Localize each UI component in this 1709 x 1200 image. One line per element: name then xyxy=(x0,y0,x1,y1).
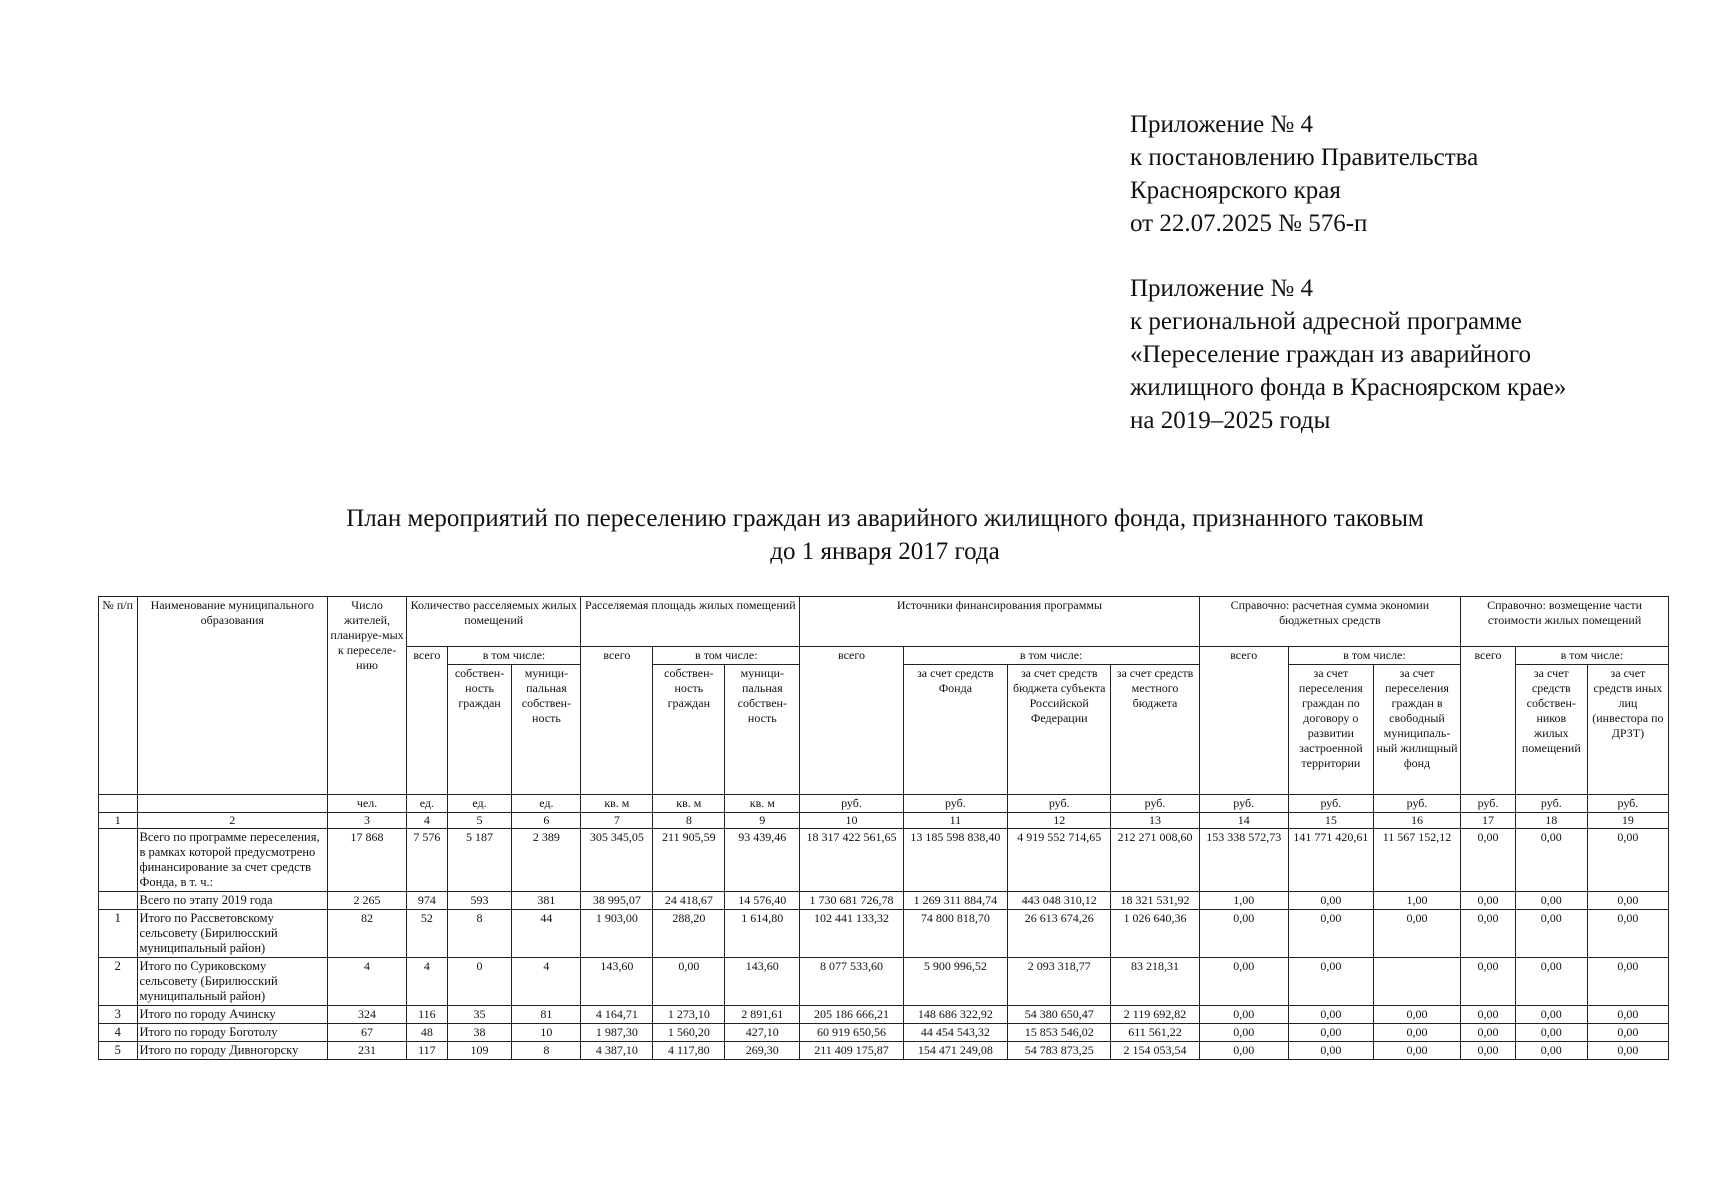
table-cell: 2 389 xyxy=(512,829,581,892)
table-cell: 117 xyxy=(407,1042,448,1060)
municipality-name-cell: Всего по этапу 2019 года xyxy=(137,892,328,910)
header-area-total: всего xyxy=(581,647,653,795)
table-cell: 60 919 650,56 xyxy=(800,1024,903,1042)
appendix-regional-program xyxy=(1130,272,1690,437)
resettlement-plan-table xyxy=(98,596,1669,1060)
table-cell: 427,10 xyxy=(725,1024,800,1042)
municipality-name-cell: Итого по городу Боготолу xyxy=(137,1024,328,1042)
table-cell: 48 xyxy=(407,1024,448,1042)
table-cell: 5 187 xyxy=(447,829,512,892)
table-cell: 8 xyxy=(447,910,512,958)
unit-cell: кв. м xyxy=(581,795,653,813)
table-cell: 0,00 xyxy=(1199,1024,1288,1042)
table-cell: 0,00 xyxy=(1199,958,1288,1006)
table-cell: 116 xyxy=(407,1006,448,1024)
table-cell: 143,60 xyxy=(581,958,653,1006)
header-economy-total: всего xyxy=(1199,647,1288,795)
appendix-line: жилищного фонда в Красноярском крае» xyxy=(1130,374,1567,401)
header-premises-group: Количество расселяемых жилых помещений xyxy=(407,597,581,647)
table-cell: 18 317 422 561,65 xyxy=(800,829,903,892)
table-cell: 381 xyxy=(512,892,581,910)
header-area-municipal: муници-пальная собствен-ность xyxy=(725,665,800,795)
table-cell: 0,00 xyxy=(653,958,725,1006)
header-compensation-group: Справочно: возмещение части стоимости жилых помещений xyxy=(1461,597,1669,647)
table-cell: 26 613 674,26 xyxy=(1008,910,1111,958)
table-row xyxy=(99,829,1669,892)
title-line: до 1 января 2017 года xyxy=(770,538,1000,565)
table-cell: 269,30 xyxy=(725,1042,800,1060)
table-cell: 2 891,61 xyxy=(725,1006,800,1024)
unit-cell: кв. м xyxy=(725,795,800,813)
table-cell: 0,00 xyxy=(1461,958,1516,1006)
table-cell: 4 xyxy=(512,958,581,1006)
table-cell: 611 561,22 xyxy=(1111,1024,1199,1042)
table-cell: 1 269 311 884,74 xyxy=(903,892,1007,910)
header-area-group: Расселяемая площадь жилых помещений xyxy=(581,597,800,647)
header-fund-means: за счет средств Фонда xyxy=(903,665,1007,795)
unit-cell: чел. xyxy=(328,795,407,813)
table-row xyxy=(99,1042,1669,1060)
table-cell: 11 567 152,12 xyxy=(1373,829,1460,892)
table-cell: 0,00 xyxy=(1515,1006,1587,1024)
header-area-citizens: собствен-ность граждан xyxy=(653,665,725,795)
table-cell: 0,00 xyxy=(1288,958,1373,1006)
table-cell: 4 xyxy=(328,958,407,1006)
unit-cell xyxy=(137,795,328,813)
municipality-name-cell: Итого по городу Дивногорску xyxy=(137,1042,328,1060)
unit-cell: ед. xyxy=(407,795,448,813)
column-number-cell: 14 xyxy=(1199,813,1288,829)
header-comp-others: за счет средств иных лиц (инвестора по ДРЗТ) xyxy=(1587,665,1668,795)
table-cell: 0,00 xyxy=(1373,1024,1460,1042)
table-cell: 205 186 666,21 xyxy=(800,1006,903,1024)
appendix-line: на 2019–2025 годы xyxy=(1130,407,1331,434)
header-econ-development: за счет переселения граждан по договору о развитии застроенной территории xyxy=(1288,665,1373,795)
municipality-name-cell: Итого по Рассветовскому сельсовету (Бирилюсский муниципальный район) xyxy=(137,910,328,958)
unit-cell: руб. xyxy=(1199,795,1288,813)
table-cell: 0,00 xyxy=(1515,892,1587,910)
column-number-cell: 4 xyxy=(407,813,448,829)
column-number-cell: 18 xyxy=(1515,813,1587,829)
table-cell: 93 439,46 xyxy=(725,829,800,892)
appendix-line: «Переселение граждан из аварийного xyxy=(1130,341,1532,368)
unit-cell: руб. xyxy=(1587,795,1668,813)
table-cell: 4 387,10 xyxy=(581,1042,653,1060)
header-area-including: в том числе: xyxy=(653,647,800,665)
appendix-line: Красноярского края xyxy=(1130,177,1341,204)
table-cell: 5 xyxy=(99,1042,138,1060)
header-finance-total: всего xyxy=(800,647,903,795)
column-number-cell: 3 xyxy=(328,813,407,829)
column-number-cell: 2 xyxy=(137,813,328,829)
table-cell: 0,00 xyxy=(1587,1006,1668,1024)
table-cell: 0,00 xyxy=(1515,1042,1587,1060)
unit-cell: руб. xyxy=(1515,795,1587,813)
unit-cell: руб. xyxy=(1288,795,1373,813)
column-number-cell: 1 xyxy=(99,813,138,829)
table-cell: 141 771 420,61 xyxy=(1288,829,1373,892)
table-cell: 0,00 xyxy=(1461,1024,1516,1042)
table-cell: 54 380 650,47 xyxy=(1008,1006,1111,1024)
table-row xyxy=(99,958,1669,1006)
table-cell: 4 xyxy=(99,1024,138,1042)
header-premises-including: в том числе: xyxy=(447,647,581,665)
table-cell: 1 903,00 xyxy=(581,910,653,958)
document-title xyxy=(150,502,1620,568)
table-cell: 4 117,80 xyxy=(653,1042,725,1060)
table-cell: 1,00 xyxy=(1373,892,1460,910)
header-economy-including: в том числе: xyxy=(1288,647,1460,665)
table-cell: 5 900 996,52 xyxy=(903,958,1007,1006)
table-cell xyxy=(1373,958,1460,1006)
table-cell: 2 154 053,54 xyxy=(1111,1042,1199,1060)
header-econ-free-municipal: за счет переселения граждан в свободный муниципаль-ный жилищный фонд xyxy=(1373,665,1460,795)
table-cell: 44 454 543,32 xyxy=(903,1024,1007,1042)
table-cell: 1 730 681 726,78 xyxy=(800,892,903,910)
table-cell: 0,00 xyxy=(1461,910,1516,958)
table-cell: 211 905,59 xyxy=(653,829,725,892)
table-cell: 0,00 xyxy=(1288,892,1373,910)
table-cell: 10 xyxy=(512,1024,581,1042)
table-cell: 0,00 xyxy=(1288,1024,1373,1042)
table-cell: 109 xyxy=(447,1042,512,1060)
table-cell: 0,00 xyxy=(1461,1042,1516,1060)
table-cell: 35 xyxy=(447,1006,512,1024)
appendix-line: к региональной адресной программе xyxy=(1130,308,1522,335)
header-comp-owners: за счет средств собствен-ников жилых помещений xyxy=(1515,665,1587,795)
header-compensation-total: всего xyxy=(1461,647,1516,795)
header-finance-including: в том числе: xyxy=(903,647,1199,665)
table-cell: 2 093 318,77 xyxy=(1008,958,1111,1006)
table-row xyxy=(99,910,1669,958)
table-cell: 0,00 xyxy=(1199,1006,1288,1024)
table-cell: 0,00 xyxy=(1587,910,1668,958)
column-number-cell: 16 xyxy=(1373,813,1460,829)
table-cell: 2 xyxy=(99,958,138,1006)
header-no: № п/п xyxy=(99,597,138,795)
table-cell: 0,00 xyxy=(1288,1042,1373,1060)
column-number-cell: 7 xyxy=(581,813,653,829)
table-cell: 38 xyxy=(447,1024,512,1042)
header-local-budget: за счет средств местного бюджета xyxy=(1111,665,1199,795)
column-number-cell: 19 xyxy=(1587,813,1668,829)
table-cell: 15 853 546,02 xyxy=(1008,1024,1111,1042)
column-number-cell: 12 xyxy=(1008,813,1111,829)
table-cell: 13 185 598 838,40 xyxy=(903,829,1007,892)
table-cell: 7 576 xyxy=(407,829,448,892)
table-cell: 4 919 552 714,65 xyxy=(1008,829,1111,892)
table-cell: 52 xyxy=(407,910,448,958)
unit-cell: руб. xyxy=(1008,795,1111,813)
table-cell: 305 345,05 xyxy=(581,829,653,892)
header-finance-group: Источники финансирования программы xyxy=(800,597,1199,647)
table-cell: 44 xyxy=(512,910,581,958)
table-row xyxy=(99,892,1669,910)
table-cell: 82 xyxy=(328,910,407,958)
appendix-line: Приложение № 4 xyxy=(1130,111,1314,138)
table-cell: 0,00 xyxy=(1199,1042,1288,1060)
table-cell: 0,00 xyxy=(1587,829,1668,892)
table-cell: 18 321 531,92 xyxy=(1111,892,1199,910)
unit-cell: кв. м xyxy=(653,795,725,813)
units-row xyxy=(99,795,1669,813)
appendix-government-resolution xyxy=(1130,108,1690,240)
municipality-name-cell: Всего по программе переселения, в рамках которой предусмотрено финансирование за счет средств Фонда, в т. ч.: xyxy=(137,829,328,892)
table-cell: 1 987,30 xyxy=(581,1024,653,1042)
table-cell: 231 xyxy=(328,1042,407,1060)
table-cell: 1 026 640,36 xyxy=(1111,910,1199,958)
table-cell: 81 xyxy=(512,1006,581,1024)
table-cell: 0,00 xyxy=(1461,1006,1516,1024)
column-number-cell: 8 xyxy=(653,813,725,829)
header-economy-group: Справочно: расчетная сумма экономии бюджетных средств xyxy=(1199,597,1461,647)
table-cell: 153 338 572,73 xyxy=(1199,829,1288,892)
table-cell: 0,00 xyxy=(1587,892,1668,910)
table-cell: 0,00 xyxy=(1461,892,1516,910)
table-cell: 0,00 xyxy=(1461,829,1516,892)
table-cell xyxy=(99,829,138,892)
table-cell: 74 800 818,70 xyxy=(903,910,1007,958)
appendix-line: Приложение № 4 xyxy=(1130,275,1314,302)
column-number-cell: 15 xyxy=(1288,813,1373,829)
table-cell: 1 614,80 xyxy=(725,910,800,958)
unit-cell: руб. xyxy=(903,795,1007,813)
table-row xyxy=(99,1024,1669,1042)
table-cell: 4 164,71 xyxy=(581,1006,653,1024)
table-cell: 0 xyxy=(447,958,512,1006)
unit-cell: руб. xyxy=(800,795,903,813)
table-cell: 212 271 008,60 xyxy=(1111,829,1199,892)
table-cell: 3 xyxy=(99,1006,138,1024)
table-cell: 54 783 873,25 xyxy=(1008,1042,1111,1060)
table-cell: 2 265 xyxy=(328,892,407,910)
municipality-name-cell: Итого по городу Ачинску xyxy=(137,1006,328,1024)
appendix-line: к постановлению Правительства xyxy=(1130,144,1479,171)
table-cell: 0,00 xyxy=(1515,958,1587,1006)
table-cell: 102 441 133,32 xyxy=(800,910,903,958)
unit-cell: руб. xyxy=(1461,795,1516,813)
table-cell: 1 xyxy=(99,910,138,958)
header-premises-total: всего xyxy=(407,647,448,795)
table-cell: 0,00 xyxy=(1515,910,1587,958)
table-cell: 1,00 xyxy=(1199,892,1288,910)
header-compensation-including: в том числе: xyxy=(1515,647,1668,665)
resettlement-plan-table-wrapper xyxy=(98,596,1669,1060)
column-number-cell: 17 xyxy=(1461,813,1516,829)
table-cell: 148 686 322,92 xyxy=(903,1006,1007,1024)
unit-cell: руб. xyxy=(1373,795,1460,813)
table-row xyxy=(99,1006,1669,1024)
table-cell: 1 273,10 xyxy=(653,1006,725,1024)
column-number-cell: 9 xyxy=(725,813,800,829)
header-name: Наименование муниципального образования xyxy=(137,597,328,795)
table-cell: 1 560,20 xyxy=(653,1024,725,1042)
table-cell xyxy=(99,892,138,910)
table-cell: 154 471 249,08 xyxy=(903,1042,1007,1060)
table-cell: 0,00 xyxy=(1587,1042,1668,1060)
table-cell: 0,00 xyxy=(1373,1006,1460,1024)
table-cell: 4 xyxy=(407,958,448,1006)
table-cell: 143,60 xyxy=(725,958,800,1006)
table-cell: 8 xyxy=(512,1042,581,1060)
table-cell: 0,00 xyxy=(1515,1024,1587,1042)
table-cell: 14 576,40 xyxy=(725,892,800,910)
table-cell: 0,00 xyxy=(1587,1024,1668,1042)
column-number-cell: 13 xyxy=(1111,813,1199,829)
table-cell: 0,00 xyxy=(1199,910,1288,958)
column-numbers-row xyxy=(99,813,1669,829)
table-cell: 593 xyxy=(447,892,512,910)
table-cell: 38 995,07 xyxy=(581,892,653,910)
unit-cell: ед. xyxy=(447,795,512,813)
header-premises-municipal: муници-пальная собствен-ность xyxy=(512,665,581,795)
table-cell: 324 xyxy=(328,1006,407,1024)
table-cell: 288,20 xyxy=(653,910,725,958)
table-cell: 2 119 692,82 xyxy=(1111,1006,1199,1024)
column-number-cell: 6 xyxy=(512,813,581,829)
header-residents: Число жителей, планируе-мых к переселе-нию xyxy=(328,597,407,795)
header-subject-budget: за счет средств бюджета субъекта Российской Федерации xyxy=(1008,665,1111,795)
table-cell: 974 xyxy=(407,892,448,910)
table-cell: 0,00 xyxy=(1288,1006,1373,1024)
appendix-line: от 22.07.2025 № 576-п xyxy=(1130,210,1368,237)
table-cell: 67 xyxy=(328,1024,407,1042)
table-cell: 8 077 533,60 xyxy=(800,958,903,1006)
column-number-cell: 5 xyxy=(447,813,512,829)
unit-cell xyxy=(99,795,138,813)
unit-cell: руб. xyxy=(1111,795,1199,813)
column-number-cell: 11 xyxy=(903,813,1007,829)
table-cell: 0,00 xyxy=(1373,1042,1460,1060)
column-number-cell: 10 xyxy=(800,813,903,829)
unit-cell: ед. xyxy=(512,795,581,813)
table-cell: 0,00 xyxy=(1373,910,1460,958)
table-cell: 83 218,31 xyxy=(1111,958,1199,1006)
table-cell: 17 868 xyxy=(328,829,407,892)
title-line: План мероприятий по переселению граждан из аварийного жилищного фонда, признанного таковым xyxy=(346,505,1424,532)
table-cell: 0,00 xyxy=(1515,829,1587,892)
table-cell: 24 418,67 xyxy=(653,892,725,910)
municipality-name-cell: Итого по Суриковскому сельсовету (Бирилюсский муниципальный район) xyxy=(137,958,328,1006)
table-cell: 211 409 175,87 xyxy=(800,1042,903,1060)
header-premises-citizens: собствен-ность граждан xyxy=(447,665,512,795)
table-cell: 0,00 xyxy=(1288,910,1373,958)
table-cell: 0,00 xyxy=(1587,958,1668,1006)
table-cell: 443 048 310,12 xyxy=(1008,892,1111,910)
